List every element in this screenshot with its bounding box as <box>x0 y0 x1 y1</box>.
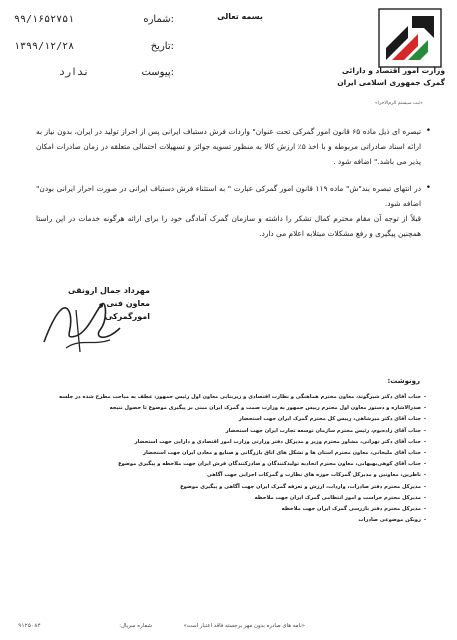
cc-list <box>26 392 426 526</box>
cc-item: - جناب آقای زاده‌بوم، رئیس محترم سازمان توسعه تجارت ایران جهت استحضار <box>26 426 426 437</box>
cc-item: - جناب آقای ملیخانی، معاون محترم استان ها و تشکل های اتاق بازرگانی و صنایع و معادن ایران جهت استحضار <box>26 448 426 459</box>
customs-logo-icon <box>378 8 442 68</box>
bismillah-heading: بسمه تعالی <box>217 12 263 21</box>
letter-number-value: ۹۹/۱۶۵۲۷۵۱ <box>14 14 75 25</box>
attachment-label: پیوست: <box>141 67 174 78</box>
serial-label: شماره سریال: <box>119 623 152 629</box>
cc-item: - مدیرکل محترم دفتر بازرسی گمرک ایران جهت ملاحظه <box>26 504 426 515</box>
attachment-value: ندارد <box>59 67 90 78</box>
customs-name: گمرک جمهوری اسلامی ایران <box>337 78 445 87</box>
ministry-name: وزارت امور اقتصاد و دارائی <box>341 66 445 75</box>
cc-heading: رونوشت: <box>387 377 420 385</box>
letter-number-label: شماره: <box>143 14 174 25</box>
cc-item: - زونکن موضوعی صادرات <box>26 515 426 526</box>
validity-note: «نامه های صادره بدون مهر برجسته فاقد اعتبار است» <box>183 623 305 629</box>
letter-date-value: ۱۳۹۹/۱۲/۲۸ <box>14 41 75 52</box>
cc-item: - جناب آقای کوهی‌بهبهانی، معاون محترم اتحادیه تولیدکنندگان و صادرکنندگان فرش ایران جهت ملاحظه و پیگیری موضوع <box>26 459 426 470</box>
cc-item: - جناب آقای دکتر شیرگوند، معاون محترم هماهنگی و نظارت اقتصادی و زیربنایی معاون اول رئیس جمهور، عطف به مباحث مطرح شده در جلسه <box>26 392 426 403</box>
signatory-title: معاون فنی و امورگمرکی <box>98 299 150 321</box>
cc-item: - ناظرین، معاونین و مدیرکل گمرکات حوزه های نظارت و گمرکات اجرایی جهت آگاهی <box>26 470 426 481</box>
cc-item: - صدرالاشاره و دستور معاون اول محترم رییس جمهور به وزارت صمت و گمرک ایران مبنی بر پیگیری موضوع تا حصول نتیجه <box>26 403 426 414</box>
system-registration-note: «ثبت سیستم الزم‌الاجرا» <box>374 101 423 106</box>
cc-item: - جناب آقای دکتر میرشاهی، رییس کل محترم گمرک ایران جهت استحضار <box>26 414 426 425</box>
serial-value: ۹۱۲۵۰۸۴ <box>18 623 41 629</box>
cc-item: - جناب آقای دکتر نهرانی، مشاور محترم وزیر و مدیرکل دفتر وزارتی وزارت امور اقتصادی و دارایی جهت استحضار <box>26 437 426 448</box>
clause-paragraph-1: • تبصره ای ذیل ماده ۶۵ قانون امور گمرکی تحت عنوان" واردات فرش دستباف ایرانی پس از احراز تولید در ایران، بدون نیاز به ارائه اسناد صادراتی مربوطه و با اخذ ۵٪ ارزش کالا به منظور تسویه جوائز و تسهیلات احتمالی متعلقه در زمان صادرات امکان پذیر می باشد." اضافه شود . <box>36 124 421 169</box>
letter-date-label: تاریخ: <box>150 41 174 52</box>
signatory-name: مهرداد جمال ارونقی <box>68 286 150 295</box>
closing-paragraph: قبلاً از توجه آن مقام محترم کمال تشکر را داشته و سازمان گمرک آمادگی خود را برای ارائه هرگونه خدمات در این راستا همچنین پیگیری و رفع مشکلات مبتلابه اعلام می دارد. <box>36 214 421 238</box>
clause-paragraph-2: • در انتهای تبصره بند"ش" ماده ۱۱۹ قانون امور گمرکی عبارت " به استثناء فرش دستباف ایرانی در صورت احراز ایرانی بودن" اضافه شود. <box>36 181 421 211</box>
signatory-block <box>55 284 150 323</box>
cc-item: - مدیرکل محترم دفتر صادرات، واردات، ارزش و تعرفه گمرک ایران جهت آگاهی و پیگیری موضوع <box>26 482 426 493</box>
cc-item: - مدیرکل محترم حراست و امور انتظامی گمرک ایران جهت ملاحظه <box>26 493 426 504</box>
